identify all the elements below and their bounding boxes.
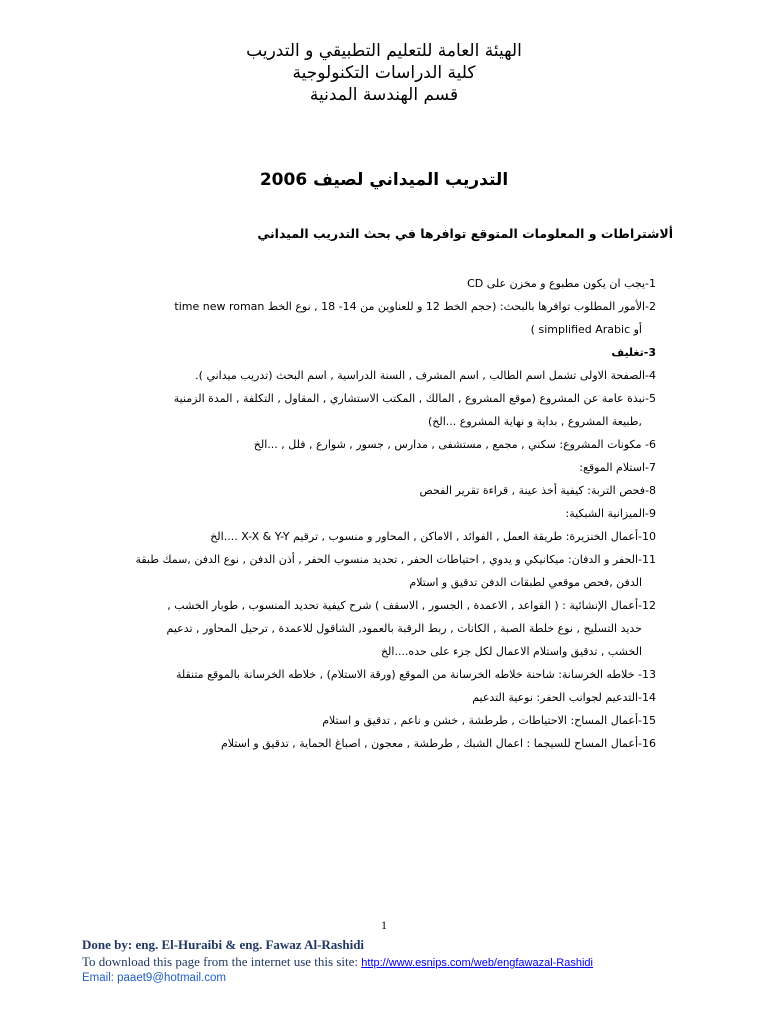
list-item: 14-التدعيم لجوانب الحفر: نوعية التدعيم	[472, 691, 656, 704]
list-item-continuation: الدفن ,فحص موقعي لطبقات الدفن تدقيق و استلام	[409, 576, 642, 589]
list-item: 12-أعمال الإنشائية : ( القواعد , الاعمدة , الجسور , الاسقف ) شرح كيفية تحديد المنسوب , طوبار الخشب ,	[167, 599, 656, 612]
list-item: 8-فحص التربة: كيفية أخذ عينة , قراءة تقرير الفحص	[419, 484, 656, 497]
download-line	[82, 954, 732, 971]
list-item-continuation: ,طبيعة المشروع , بداية و نهاية المشروع ...الخ)	[427, 415, 642, 428]
download-link[interactable]: http://www.esnips.com/web/engfawazal-Rashidi	[361, 957, 593, 969]
list-item-continuation: أو simplified Arabic )	[530, 323, 642, 336]
list-item: 5-نبذة عامة عن المشروع (موقع المشروع , المالك , المكتب الاستشاري , المقاول , التكلفة , المدة الزمنية	[173, 392, 656, 405]
list-item: 3-تغليف	[611, 346, 656, 359]
list-item: 15-أعمال المساح: الاحتياطات , طرطشة , خشن و ناعم , تدقيق و استلام	[322, 714, 656, 727]
authors-line: Done by: eng. El-Huraibi & eng. Fawaz Al-Rashidi	[82, 937, 365, 952]
document-title: التدريب الميداني لصيف 2006	[259, 170, 509, 190]
list-item: 16-أعمال المساح للسيجما : اعمال الشبك , طرطشة , معجون , اصباغ الحماية , تدقيق و استلام	[220, 737, 656, 750]
list-item: 4-الصفحة الاولى تشمل اسم الطالب , اسم المشرف , السنة الدراسية , اسم البحث (تدريب ميداني ).	[195, 369, 656, 382]
page-number: 1	[381, 918, 387, 932]
header-department: قسم الهندسة المدنية	[309, 85, 459, 105]
header-authority: الهيئة العامة للتعليم التطبيقي و التدريب	[246, 41, 522, 61]
list-item: 1-يجب ان يكون مطبوع و مخزن على CD	[467, 277, 656, 290]
download-text: To download this page from the internet use this site:	[82, 954, 359, 969]
requirements-list	[96, 272, 656, 755]
email-line: Email: paaet9@hotmail.com	[82, 972, 226, 984]
list-item: 9-الميزانية الشبكية:	[565, 507, 656, 520]
header-college: كلية الدراسات التكنولوجية	[292, 63, 476, 83]
list-item: 7-استلام الموقع:	[579, 461, 656, 474]
list-item: 6- مكونات المشروع: سكني , مجمع , مستشفى , مدارس , جسور , شوارع , فلل , ...الخ	[253, 438, 656, 451]
list-item: 2-الأمور المطلوب توافرها بالبحث: (حجم الخط 12 و للعناوين من 14- 18 , نوع الخط time new roman	[174, 300, 656, 313]
list-item-continuation: حديد التسليح , نوع خلطة الصبة , الكانات , ربط الرقبة بالعمود, الشاقول للاعمدة , ترحيل المحاور , تدعيم	[166, 622, 642, 635]
document-footer	[82, 936, 732, 986]
list-item: 10-أعمال الخنزيرة: طريقة العمل , الفوائد , الاماكن , المحاور و منسوب , ترقيم X-X & Y-Y ....الخ	[210, 530, 656, 543]
list-item: 11-الحفر و الدفان: ميكانيكي و يدوي , احتياطات الحفر , تحديد منسوب الحفر , أذن الدفن , نوع الدفن ,سمك طبقة	[135, 553, 656, 566]
document-header	[0, 40, 768, 106]
document-subtitle: ألاشتراطات و المعلومات المتوقع توافرها في بحث التدريب الميداني	[257, 226, 673, 241]
list-item-continuation: الخشب , تدقيق واستلام الاعمال لكل جزء على حده....الخ	[380, 645, 642, 658]
list-item: 13- خلاطه الخرسانة: شاحنة خلاطه الخرسانة من الموقع (ورقة الاستلام) , خلاطه الخرسانة بالموقع متنقلة	[175, 668, 656, 681]
